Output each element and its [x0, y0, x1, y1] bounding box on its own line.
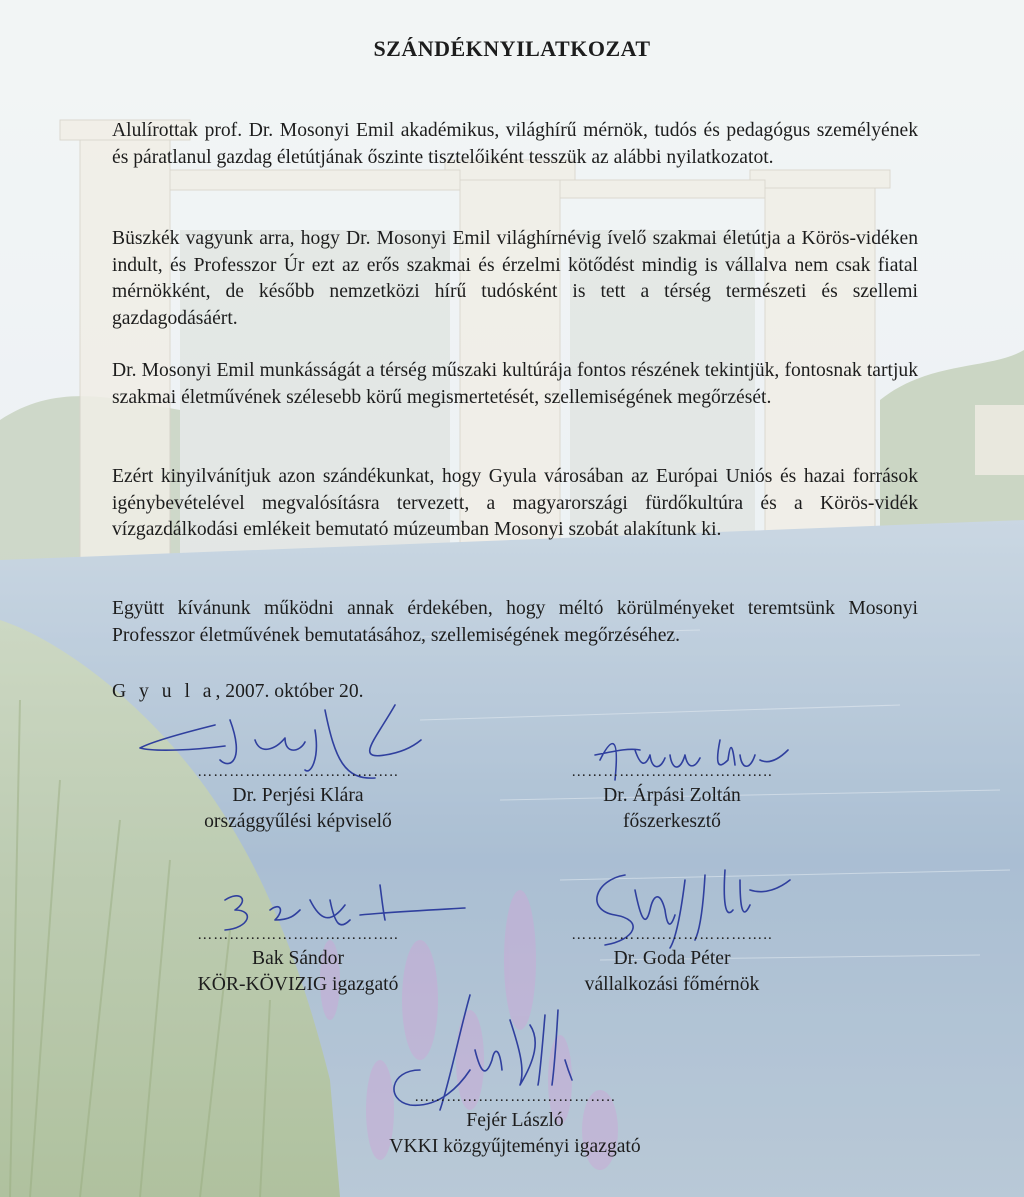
paragraph-2: Büszkék vagyunk arra, hogy Dr. Mosonyi Emil világhírnévig ívelő szakmai életútja a Körös-vidéken indult, és Professzor Úr ezt az erős szakmai és érzelmi kötődést mindig is vállalva nem csak fiatal mérnökként, de később nemzetközi hírű tudósként is tett a térség természeti és szellemi gazdagodásáért.: [112, 228, 918, 329]
signatory-name: Bak Sándor: [252, 948, 344, 969]
place: G y u l a: [112, 681, 216, 702]
signatory-name: Dr. Perjési Klára: [232, 785, 364, 806]
paragraph-5: Együtt kívánunk működni annak érdekében, hogy méltó körülményeket teremtsünk Mosonyi Professzor életművének bemutatásához, szellemiségének megőrzéséhez.: [112, 598, 918, 646]
signature-line: ………………………………..: [571, 764, 773, 780]
signatory-perjesi: [148, 765, 448, 835]
signatory-role: országgyűlési képviselő: [204, 811, 392, 832]
signatory-role: főszerkesztő: [623, 811, 721, 832]
signatory-bak: [148, 928, 448, 998]
paragraph-1: Alulírottak prof. Dr. Mosonyi Emil akadémikus, világhírű mérnök, tudós és pedagógus személyének és páratlanul gazdag életútjának őszinte tisztelőiként tesszük az alábbi nyilatkozatot.: [112, 120, 918, 168]
signatory-goda: [522, 928, 822, 998]
signatory-role: KÖR-KÖVIZIG igazgató: [197, 974, 399, 995]
date: , 2007. október 20.: [215, 681, 364, 702]
signatory-name: Dr. Goda Péter: [613, 948, 731, 969]
signatory-name: Fejér László: [466, 1110, 564, 1131]
paragraph-4: Ezért kinyilvánítjuk azon szándékunkat, hogy Gyula városában az Európai Uniós és hazai források igénybevételével megvalósításra tervezett, a magyarországi fürdőkultúra és a Körös-vidék vízgazdálkodási emlékeit bemutató múzeumban Mosonyi szobát alakítunk ki.: [112, 466, 918, 540]
signatory-role: vállalkozási főmérnök: [584, 974, 760, 995]
document-title: SZÁNDÉKNYILATKOZAT: [373, 36, 651, 61]
paragraph-3: Dr. Mosonyi Emil munkásságát a térség műszaki kultúrája fontos részének tekintjük, fontosnak tartjuk szakmai életművének szélesebb körű megismertetését, szellemiségének megőrzését.: [112, 360, 918, 408]
signatory-name: Dr. Árpási Zoltán: [603, 785, 741, 806]
signature-line: ………………………………..: [197, 764, 399, 780]
signature-line: ………………………………..: [414, 1089, 616, 1105]
signature-line: ………………………………..: [571, 927, 773, 943]
signatory-arpasi: [522, 765, 822, 835]
signatory-fejer: [355, 1090, 675, 1160]
signatory-role: VKKI közgyűjteményi igazgató: [389, 1136, 641, 1157]
signature-line: ………………………………..: [197, 927, 399, 943]
